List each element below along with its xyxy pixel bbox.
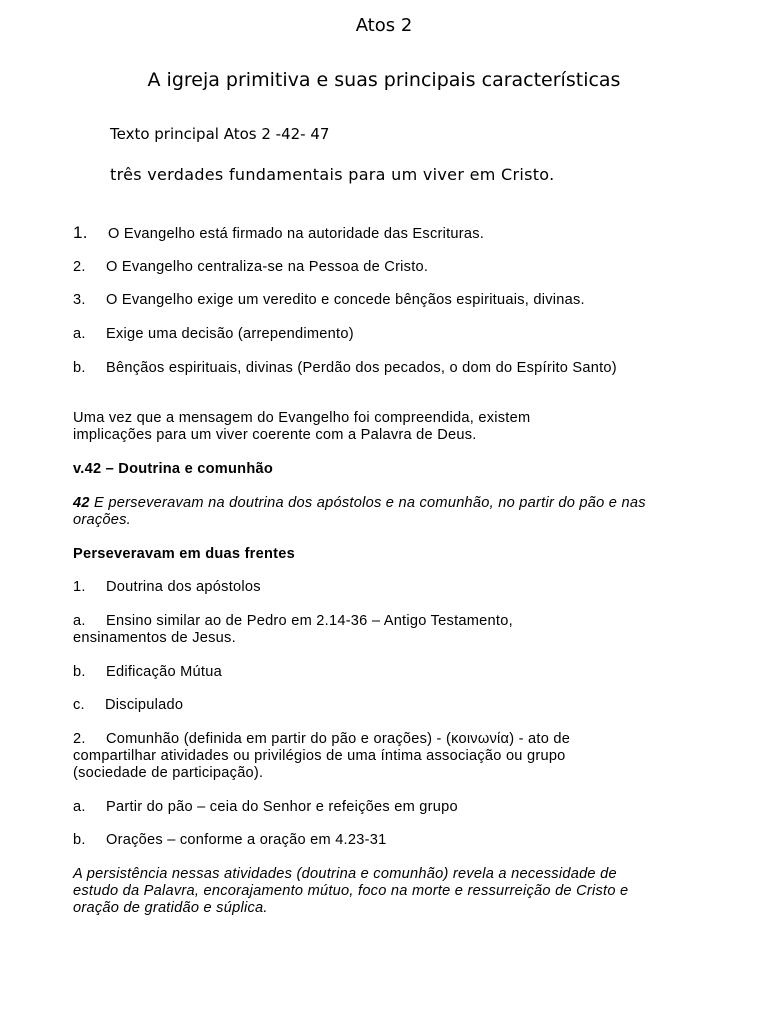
doctrine-subitem-c xyxy=(73,697,673,714)
list-marker: a. xyxy=(73,326,86,342)
document-title: Atos 2 xyxy=(355,15,413,36)
list-item-text: Discipulado xyxy=(105,697,184,713)
list-item-text: Orações – conforme a oração em 4.23-31 xyxy=(106,832,387,848)
list-item-text: Edificação Mútua xyxy=(106,664,222,680)
conclusion-paragraph: A persistência nessas atividades (doutrina e comunhão) revela a necessidade de estudo da Palavra, encorajamento mútuo, foco na morte e ressurreição de Cristo e oração de gratidão e súplica. xyxy=(73,866,629,916)
main-text-reference: Texto principal Atos 2 -42- 47 xyxy=(110,125,330,143)
truth-subitem-b xyxy=(73,360,633,377)
fronts-heading: Perseveravam em duas frentes xyxy=(73,546,295,562)
three-truths-intro: três verdades fundamentais para um viver em Cristo. xyxy=(110,165,555,184)
verse-paragraph xyxy=(73,495,663,529)
doctrine-subitem-b xyxy=(73,664,673,681)
list-marker: b. xyxy=(73,832,86,848)
communion-subitem-a xyxy=(73,799,673,816)
list-marker: 1. xyxy=(73,579,86,595)
truth-item-1 xyxy=(73,224,673,243)
truth-item-3 xyxy=(73,292,673,309)
list-marker: a. xyxy=(73,799,86,815)
list-item-text: Ensino similar ao de Pedro em 2.14-36 – Antigo Testamento, ensinamentos de Jesus. xyxy=(73,613,513,646)
list-item-text: O Evangelho exige um veredito e concede bênçãos espirituais, divinas. xyxy=(106,292,585,308)
list-item-text: O Evangelho está firmado na autoridade das Escrituras. xyxy=(108,226,485,242)
truth-subitem-a xyxy=(73,326,673,343)
doctrine-item xyxy=(73,579,673,596)
truth-item-2 xyxy=(73,259,673,276)
document-subtitle: A igreja primitiva e suas principais características xyxy=(147,69,621,91)
list-marker: 1. xyxy=(73,223,88,242)
list-item-text: Exige uma decisão (arrependimento) xyxy=(106,326,354,342)
doctrine-subitem-a xyxy=(73,613,583,647)
verse-text: E perseveravam na doutrina dos apóstolos e na comunhão, no partir do pão e nas orações. xyxy=(73,495,646,528)
list-item-text: O Evangelho centraliza-se na Pessoa de Cristo. xyxy=(106,259,429,275)
verse-number: 42 xyxy=(73,495,90,511)
list-item-text: Partir do pão – ceia do Senhor e refeições em grupo xyxy=(106,799,458,815)
list-marker: c. xyxy=(73,697,85,713)
communion-subitem-b xyxy=(73,832,673,849)
list-marker: b. xyxy=(73,360,86,376)
list-item-text: Doutrina dos apóstolos xyxy=(106,579,261,595)
list-marker: 2. xyxy=(73,731,86,747)
list-marker: 2. xyxy=(73,259,86,275)
list-item-text: Comunhão (definida em partir do pão e orações) - (κοινωνία) - ato de compartilhar atividades ou privilégios de uma íntima associação ou grupo (sociedade de participação). xyxy=(73,731,571,781)
implications-paragraph: Uma vez que a mensagem do Evangelho foi compreendida, existem implicações para um viver coerente com a Palavra de Deus. xyxy=(73,410,531,443)
list-marker: 3. xyxy=(73,292,86,308)
list-marker: a. xyxy=(73,613,86,629)
list-marker: b. xyxy=(73,664,86,680)
list-item-text: Bênçãos espirituais, divinas (Perdão dos pecados, o dom do Espírito Santo) xyxy=(106,360,617,376)
section-heading: v.42 – Doutrina e comunhão xyxy=(73,461,274,477)
communion-item xyxy=(73,731,638,782)
